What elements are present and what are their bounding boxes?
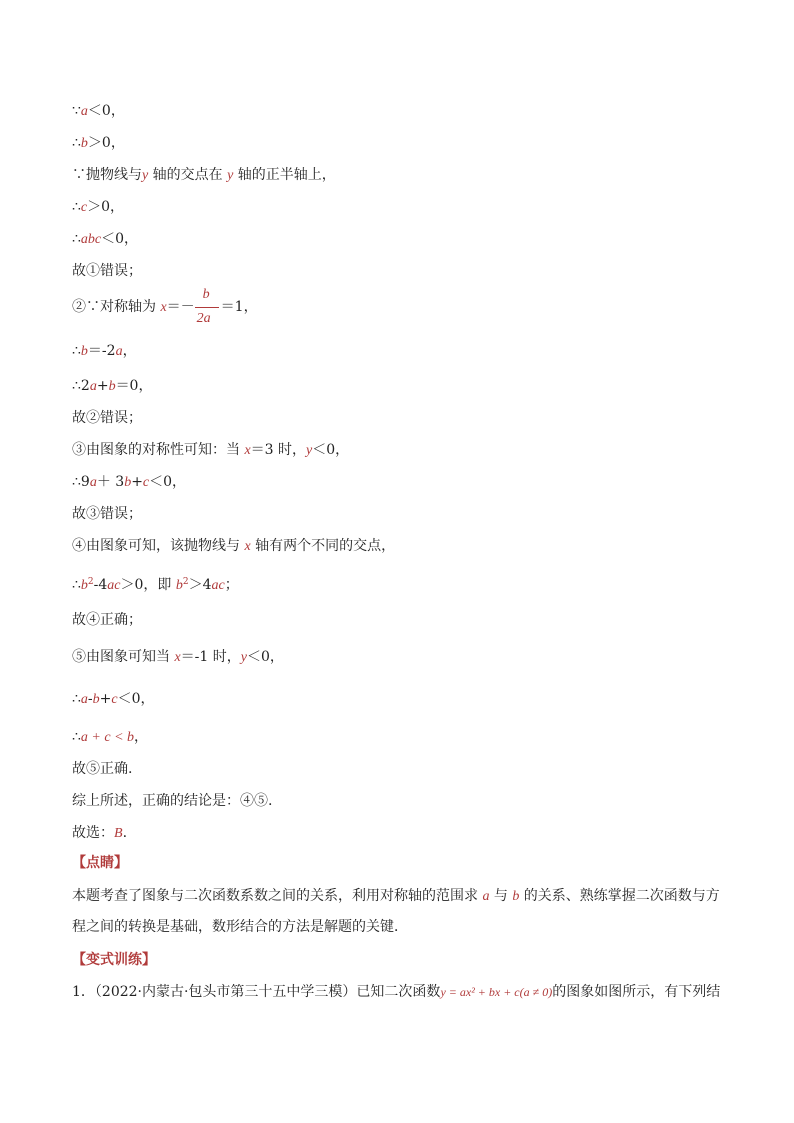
solution-line: ④由图象可知，该抛物线与 x 轴有两个不同的交点， [72,538,396,554]
solution-line: ∴2a+b＝0， [72,378,153,394]
solution-line: ∴c＞0， [72,199,125,215]
solution-line: ⑤由图象可知当 x＝-1 时，y＜0， [72,649,284,665]
summary-line: 综上所述，正确的结论是：④⑤. [72,793,273,809]
practice-heading: 【变式训练】 [72,952,156,968]
answer-line: 故选：B. [72,825,128,841]
tip-paragraph: 本题考查了图象与二次函数系数之间的关系，利用对称轴的范围求 a 与 b 的关系、熟练掌握二次函数与方 程之间的转换是基础，数形结合的方法是解题的关键． [72,888,720,935]
conclusion-line: 故②错误； [72,410,142,426]
symmetry-axis-line: ②∵对称轴为 x＝－ $\frac{b}{2a}$ ＝1， [72,287,258,326]
solution-line: ∴a-b+c＜0， [72,691,155,707]
solution-line: ∴a + c < b， [72,729,149,745]
solution-line: ∴abc＜0， [72,231,139,247]
question-1: 1．（2022·内蒙古·包头市第三十五中学三模）已知二次函数y = ax² + bx + c(a ≠ 0)的图象如图所示，有下列结 [72,984,721,1000]
tip-heading: 【点睛】 [72,855,128,871]
solution-line: ∵抛物线与y 轴的交点在 y 轴的正半轴上， [72,167,336,183]
solution-line: ∴b＝-2a， [72,343,137,359]
solution-line: ③由图象的对称性可知：当 x＝3 时，y＜0， [72,442,350,458]
conclusion-line: 故③错误； [72,506,142,522]
fraction: $\frac{b}{2a}$ [195,298,221,316]
solution-line: ∵a＜0， [72,103,125,119]
conclusion-line: 故⑤正确. [72,761,133,777]
solution-line: $\therefore b^2-4ac>0$，即 $b^2>4ac$； [72,577,239,593]
solution-line: ∴9a＋ 3b+c＜0， [72,474,187,490]
conclusion-line: 故④正确； [72,612,142,628]
solution-line: ∴b＞0， [72,135,125,151]
conclusion-line: 故①错误； [72,263,142,279]
